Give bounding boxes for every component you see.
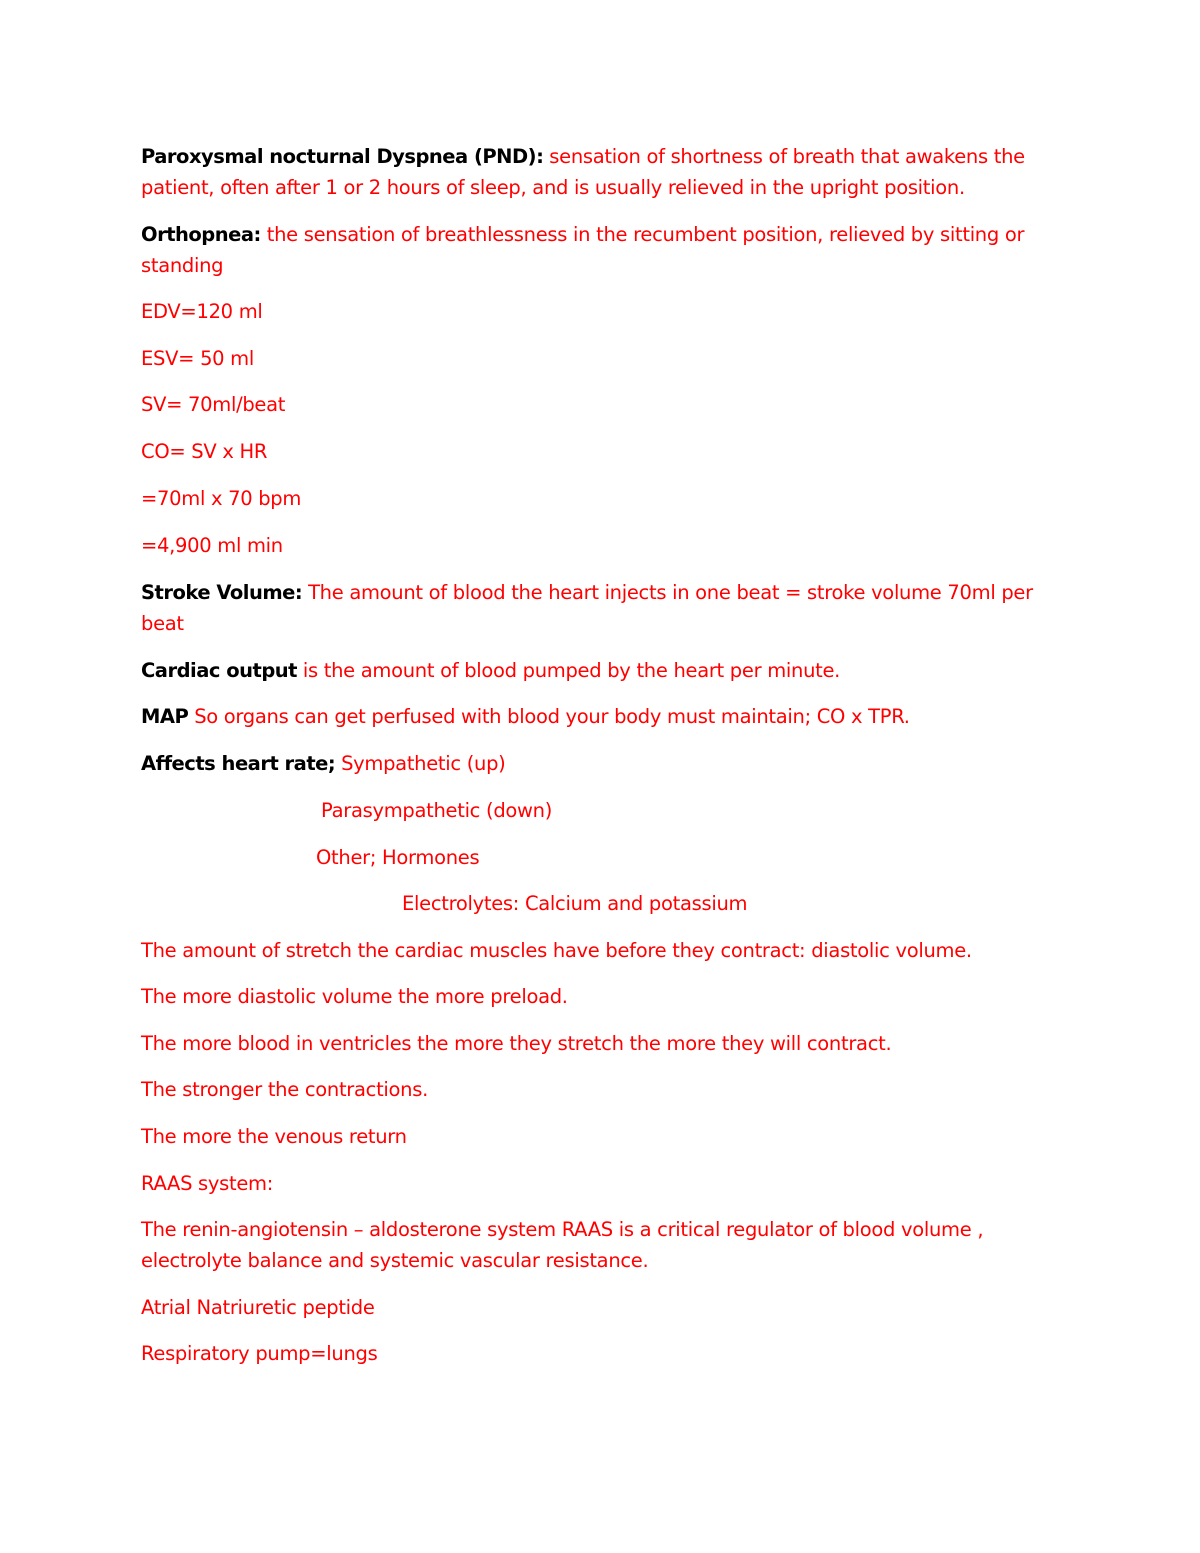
cardiac-output-definition: is the amount of blood pumped by the heart per minute.: [297, 659, 841, 682]
pnd-definition: sensation of shortness of breath that awakens the patient, often after 1 or 2 hours of sleep, and is usually relieved in the upright position.: [141, 145, 1025, 199]
edv-line: EDV=120 ml: [141, 300, 263, 323]
stroke-volume-paragraph: [141, 577, 1041, 639]
map-definition: So organs can get perfused with blood your body must maintain; CO x TPR.: [188, 705, 910, 728]
co-formula-line: CO= SV x HR: [141, 440, 268, 463]
stretch-line: The amount of stretch the cardiac muscles have before they contract: diastolic volume.: [141, 939, 972, 962]
esv-line: ESV= 50 ml: [141, 347, 255, 370]
orthopnea-definition: the sensation of breathlessness in the recumbent position, relieved by sitting or standing: [141, 223, 1025, 277]
preload-line: The more diastolic volume the more preload.: [141, 985, 568, 1008]
venous-return-line: The more the venous return: [141, 1125, 407, 1148]
cardiac-output-paragraph: [141, 655, 1041, 686]
cardiac-output-term: Cardiac output: [141, 659, 297, 682]
orthopnea-term: Orthopnea:: [141, 223, 261, 246]
anp-line: Atrial Natriuretic peptide: [141, 1296, 375, 1319]
heart-rate-term: Affects heart rate;: [141, 752, 336, 775]
raas-heading: RAAS system:: [141, 1172, 274, 1195]
other-hormones-line: Other; Hormones: [316, 846, 480, 869]
orthopnea-paragraph: [141, 219, 1041, 281]
ventricles-line: The more blood in ventricles the more they stretch the more they will contract.: [141, 1032, 892, 1055]
pnd-paragraph: [141, 141, 1041, 203]
map-paragraph: [141, 701, 1041, 732]
sv-line: SV= 70ml/beat: [141, 393, 286, 416]
electrolytes-line: Electrolytes: Calcium and potassium: [402, 892, 748, 915]
respiratory-pump-line: Respiratory pump=lungs: [141, 1342, 378, 1365]
stroke-volume-term: Stroke Volume:: [141, 581, 303, 604]
sympathetic-text: Sympathetic (up): [335, 752, 506, 775]
heart-rate-paragraph: [141, 748, 1041, 779]
raas-paragraph: The renin-angiotensin – aldosterone system RAAS is a critical regulator of blood volume , electrolyte balance and systemic vascular resistance.: [141, 1218, 984, 1272]
stroke-volume-definition: The amount of blood the heart injects in one beat = stroke volume 70ml per beat: [141, 581, 1033, 635]
parasympathetic-line: Parasympathetic (down): [321, 799, 553, 822]
contractions-line: The stronger the contractions.: [141, 1078, 428, 1101]
map-term: MAP: [141, 705, 189, 728]
co-result-line: =4,900 ml min: [141, 534, 283, 557]
pnd-term: Paroxysmal nocturnal Dyspnea (PND):: [141, 145, 544, 168]
co-calc-line: =70ml x 70 bpm: [141, 487, 302, 510]
